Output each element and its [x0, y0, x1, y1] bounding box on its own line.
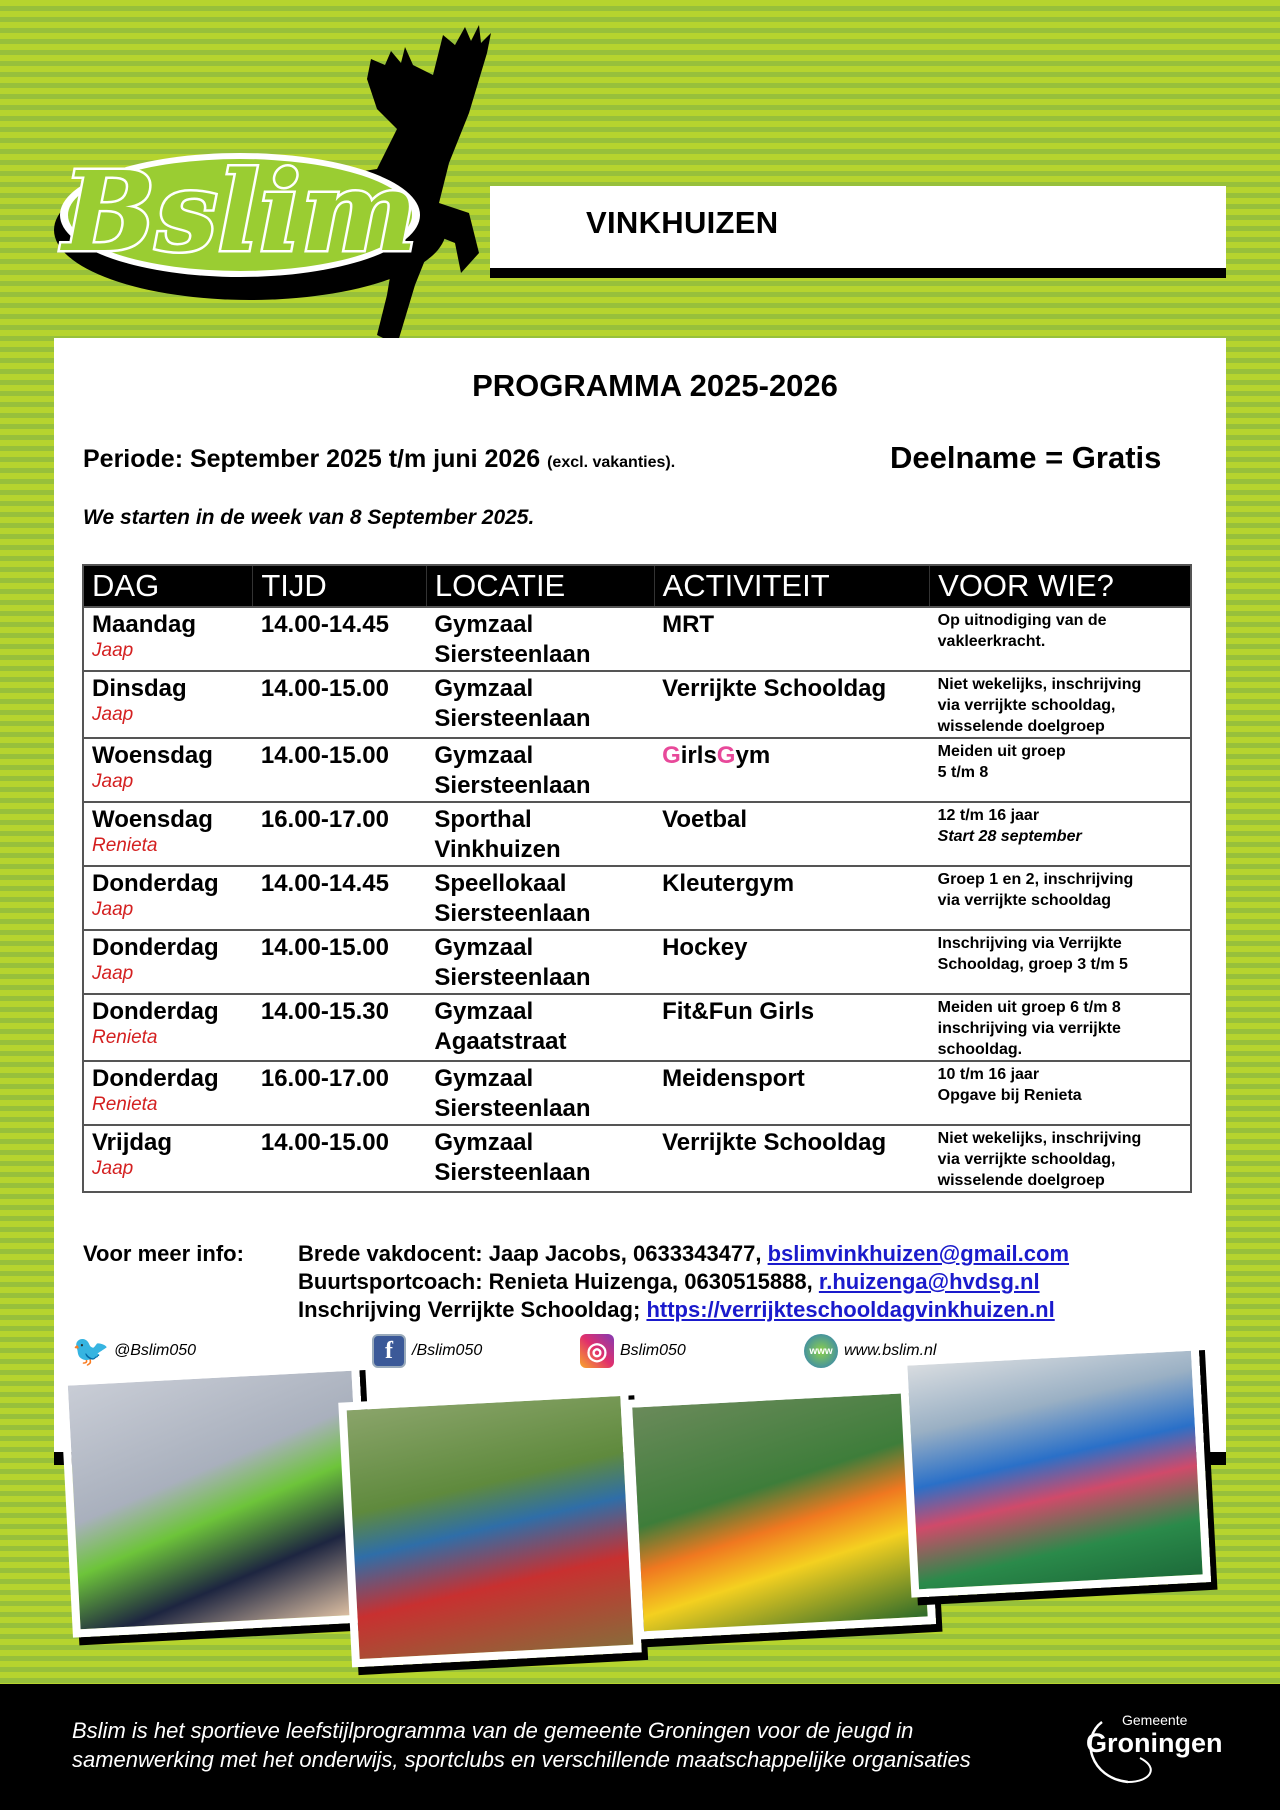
table-row	[83, 1125, 1191, 1192]
who-line: Niet wekelijks, inschrijving	[937, 1130, 1142, 1147]
who-line: schooldag.	[937, 1041, 1023, 1058]
cell-activiteit: Verrijkte Schooldag	[654, 1125, 930, 1192]
location-line: Agaatstraat	[434, 1028, 567, 1055]
contact-vakdocent	[298, 1240, 1069, 1268]
header-dag: DAG	[83, 565, 253, 607]
cell-voor-wie	[930, 994, 1191, 1061]
day: Vrijdag	[92, 1129, 173, 1156]
email-link-huizenga[interactable]: r.huizenga@hvdsg.nl	[818, 1269, 1040, 1294]
period-text	[83, 445, 675, 474]
social-twitter[interactable]	[74, 1334, 196, 1368]
location-line: Siersteenlaan	[434, 900, 591, 927]
cell-locatie	[426, 1125, 654, 1192]
cell-dag	[83, 1061, 253, 1125]
twitter-icon: 🐦	[72, 1334, 110, 1368]
location-line: Speellokaal	[434, 870, 567, 897]
cell-locatie	[426, 994, 654, 1061]
cell-locatie	[426, 1061, 654, 1125]
cell-dag	[83, 866, 253, 930]
location-line: Siersteenlaan	[434, 1095, 591, 1122]
bslim-wordmark	[50, 120, 450, 310]
who-line: Schooldag, groep 3 t/m 5	[937, 956, 1128, 973]
cell-tijd: 14.00-14.45	[253, 866, 427, 930]
social-facebook[interactable]	[372, 1334, 482, 1368]
cell-locatie	[426, 671, 654, 738]
who-line: 10 t/m 16 jaar	[937, 1066, 1040, 1083]
cell-dag	[83, 671, 253, 738]
facebook-icon: f	[372, 1334, 406, 1368]
who-line: Niet wekelijks, inschrijving	[937, 676, 1142, 693]
cell-voor-wie	[930, 1061, 1191, 1125]
who-line: vakleerkracht.	[937, 633, 1046, 650]
trainer: Jaap	[92, 899, 134, 920]
program-title: PROGRAMMA 2025-2026	[472, 368, 838, 403]
facebook-handle: /Bslim050	[412, 1342, 483, 1359]
day: Donderdag	[92, 1065, 219, 1092]
table-row	[83, 671, 1191, 738]
cell-activiteit: Kleutergym	[654, 866, 930, 930]
who-line: 5 t/m 8	[937, 764, 989, 781]
cell-activiteit: Hockey	[654, 930, 930, 994]
cell-tijd: 14.00-15.00	[253, 1125, 427, 1192]
location-line: Gymzaal	[434, 1065, 534, 1092]
header-activiteit: ACTIVITEIT	[654, 565, 930, 607]
cell-voor-wie	[930, 671, 1191, 738]
gemeente-groningen-logo	[1080, 1708, 1230, 1788]
trainer: Jaap	[92, 1158, 134, 1179]
location-line: Siersteenlaan	[434, 641, 591, 668]
cell-tijd: 16.00-17.00	[253, 1061, 427, 1125]
day: Dinsdag	[92, 675, 187, 702]
who-line: Groep 1 en 2, inschrijving	[937, 871, 1134, 888]
inschrijving-text: Inschrijving Verrijkte Schooldag;	[298, 1297, 647, 1322]
day: Donderdag	[92, 870, 219, 897]
table-header-row	[83, 565, 1191, 607]
location-line: Vinkhuizen	[434, 836, 561, 863]
banner-shadow	[490, 268, 1226, 278]
twitter-handle: @Bslim050	[114, 1342, 197, 1359]
cell-voor-wie	[930, 866, 1191, 930]
header-tijd: TIJD	[253, 565, 427, 607]
location-line: Gymzaal	[434, 934, 534, 961]
cell-voor-wie	[930, 802, 1191, 866]
location-line: Gymzaal	[434, 675, 534, 702]
cell-tijd: 14.00-15.00	[253, 930, 427, 994]
cell-tijd: 14.00-15.30	[253, 994, 427, 1061]
location-line: Siersteenlaan	[434, 705, 591, 732]
who-line: Opgave bij Renieta	[937, 1087, 1082, 1104]
cell-activiteit: Meidensport	[654, 1061, 930, 1125]
cell-activiteit: Verrijkte Schooldag	[654, 671, 930, 738]
coach-text: Buurtsportcoach: Renieta Huizenga, 0630515888,	[298, 1269, 819, 1294]
schedule-table	[82, 564, 1192, 1193]
location-line: Siersteenlaan	[434, 1159, 591, 1186]
cell-activiteit: MRT	[654, 607, 930, 671]
day: Donderdag	[92, 934, 219, 961]
logo-groningen-text: Groningen	[1086, 1728, 1223, 1758]
footer-line-2: samenwerking met het onderwijs, sportclubs en verschillende maatschappelijke organisaties	[72, 1747, 971, 1772]
cell-voor-wie	[930, 1125, 1191, 1192]
table-row	[83, 802, 1191, 866]
location-line: Siersteenlaan	[434, 772, 591, 799]
girlsgym-g1: G	[662, 742, 681, 769]
badminton-photo	[59, 1362, 372, 1637]
location-line: Gymzaal	[434, 611, 534, 638]
globe-icon: www	[804, 1334, 838, 1368]
trainer: Jaap	[92, 963, 134, 984]
location-line: Gymzaal	[434, 998, 534, 1025]
trainer: Renieta	[92, 835, 158, 856]
who-line: Inschrijving via Verrijkte	[937, 935, 1122, 952]
cell-dag	[83, 738, 253, 802]
who-line: via verrijkte schooldag,	[937, 697, 1116, 714]
svg-text:Bslim: Bslim	[62, 147, 418, 276]
cell-locatie	[426, 930, 654, 994]
trainer: Jaap	[92, 640, 134, 661]
start-date-text: We starten in de week van 8 September 2025.	[83, 506, 535, 529]
period-main: Periode: September 2025 t/m juni 2026	[83, 445, 541, 473]
cell-dag	[83, 994, 253, 1061]
logo-gemeente-text: Gemeente	[1122, 1712, 1188, 1728]
day: Maandag	[92, 611, 197, 638]
cell-activiteit: Fit&Fun Girls	[654, 994, 930, 1061]
social-instagram[interactable]	[580, 1334, 686, 1368]
trainer: Jaap	[92, 771, 134, 792]
cell-voor-wie	[930, 930, 1191, 994]
cell-dag	[83, 607, 253, 671]
cell-activiteit	[654, 738, 930, 802]
who-line: Meiden uit groep 6 t/m 8	[937, 999, 1121, 1016]
participation-free: Deelname = Gratis	[890, 440, 1162, 475]
trainer: Renieta	[92, 1027, 158, 1048]
location-title: VINKHUIZEN	[586, 205, 779, 240]
cell-locatie	[426, 866, 654, 930]
contact-inschrijving	[298, 1296, 1069, 1324]
info-label: Voor meer info:	[83, 1241, 244, 1266]
header-voor-wie: VOOR WIE?	[930, 565, 1191, 607]
day: Donderdag	[92, 998, 219, 1025]
period-note: (excl. vakanties).	[547, 454, 676, 471]
info-lines	[298, 1240, 1069, 1324]
vakdocent-text: Brede vakdocent: Jaap Jacobs, 0633343477,	[298, 1241, 768, 1266]
girlsgym-g2: G	[716, 742, 736, 769]
contact-buurtsportcoach	[298, 1268, 1069, 1296]
day: Woensdag	[92, 806, 213, 833]
location-line: Sporthal	[434, 806, 532, 833]
baseball-photo	[338, 1388, 641, 1668]
footer-text	[72, 1716, 971, 1774]
header-locatie: LOCATIE	[426, 565, 654, 607]
table-row	[83, 607, 1191, 671]
who-line: wisselende doelgroep	[937, 718, 1105, 735]
cell-locatie	[426, 607, 654, 671]
trainer: Jaap	[92, 704, 134, 725]
cell-tijd: 16.00-17.00	[253, 802, 427, 866]
instagram-icon: ◎	[580, 1334, 614, 1368]
who-line: wisselende doelgroep	[937, 1172, 1105, 1189]
girlsgym-irls: irls	[680, 742, 717, 769]
footer-line-1: Bslim is het sportieve leefstijlprogramma van de gemeente Groningen voor de jeugd in	[72, 1718, 914, 1743]
cell-tijd: 14.00-15.00	[253, 671, 427, 738]
table-row	[83, 1061, 1191, 1125]
table-row	[83, 866, 1191, 930]
location-line: Gymzaal	[434, 742, 534, 769]
girlsgym-ym: ym	[735, 742, 771, 769]
cell-dag	[83, 1125, 253, 1192]
hockey-photo	[899, 1342, 1211, 1597]
cell-tijd: 14.00-15.00	[253, 738, 427, 802]
cell-locatie	[426, 802, 654, 866]
email-link-bslim[interactable]: bslimvinkhuizen@gmail.com	[767, 1241, 1070, 1266]
website-url: www.bslim.nl	[844, 1342, 937, 1359]
cell-dag	[83, 930, 253, 994]
who-line: via verrijkte schooldag	[937, 892, 1112, 909]
cell-voor-wie	[930, 738, 1191, 802]
who-line: inschrijving via verrijkte	[937, 1020, 1121, 1037]
cell-dag	[83, 802, 253, 866]
trainer: Renieta	[92, 1094, 158, 1115]
who-line: Op uitnodiging van de	[937, 612, 1107, 629]
cell-activiteit: Voetbal	[654, 802, 930, 866]
who-line: via verrijkte schooldag,	[937, 1151, 1116, 1168]
url-link-verrijkte-schooldag[interactable]: https://verrijkteschooldagvinkhuizen.nl	[646, 1297, 1055, 1322]
who-line: 12 t/m 16 jaar	[937, 807, 1040, 824]
cell-locatie	[426, 738, 654, 802]
instagram-handle: Bslim050	[620, 1342, 686, 1359]
who-line: Meiden uit groep	[937, 743, 1066, 760]
cell-tijd: 14.00-14.45	[253, 607, 427, 671]
table-row	[83, 930, 1191, 994]
soccer-photo	[624, 1384, 936, 1639]
table-row	[83, 994, 1191, 1061]
table-row	[83, 738, 1191, 802]
who-line: Start 28 september	[937, 828, 1082, 845]
location-line: Gymzaal	[434, 1129, 534, 1156]
day: Woensdag	[92, 742, 213, 769]
location-line: Siersteenlaan	[434, 964, 591, 991]
cell-voor-wie	[930, 607, 1191, 671]
